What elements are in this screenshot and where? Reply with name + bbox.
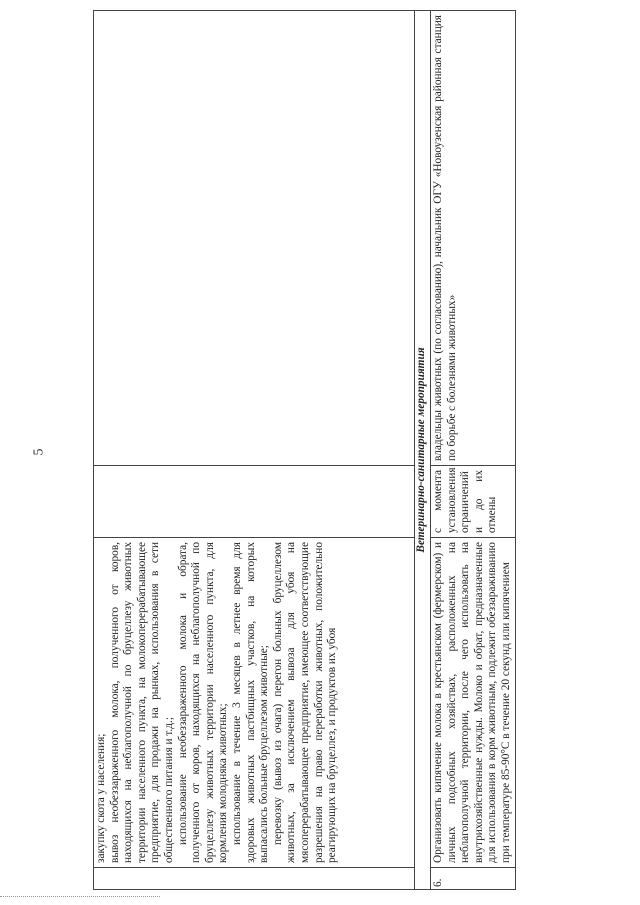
scan-edge-dots — [0, 896, 160, 897]
restriction-item: перевозку (вывоз из очага) перегон больных бруцеллезом животных, за исключением вывоза для убоя на мясоперерабатывающее предприятие, имеющее соответствующие разрешения на право переработки животных, положительно реагирующих на бруцеллез, и продуктов их убоя — [271, 542, 339, 863]
restriction-item: закупку скота у населения; — [95, 733, 107, 863]
restriction-item: вывоз необеззараженного молока, полученного от коров, находящихся на неблагополучной по бруцеллезу животных территории населенного пункта, на молокоперерабатывающее предприятие, для продажи на рынках, использования в сети общественного питания и т.д.; — [108, 542, 175, 863]
restriction-item: использование в течение 3 месяцев в летнее время для здоровых животных пастбищных участков, на которых выпасались больные бруцеллезом животные; — [230, 542, 271, 863]
section-header: Ветеринарно-санитарные мероприятия — [415, 11, 431, 890]
row-number-cell-empty — [94, 868, 415, 890]
term-cell — [431, 466, 516, 538]
restriction-item: использование необеззараженного молока и обрата, полученного от коров, находящихся на неблагополучной по бруцеллезу животных территории населенного пункта, для кормления молодняка животных; — [176, 542, 230, 863]
term-text: с момента установления ограничений и до их отмены — [432, 467, 499, 533]
row-number: 6. — [431, 868, 516, 890]
responsible-cell — [431, 11, 516, 466]
table-row — [94, 11, 415, 890]
measure-text: Организовать кипячение молока в крестьянском (фермерском) и личных подсобных хозяйствах, расположенных на неблагополучной территории, после чего использовать на внутрихозяйственные нужды. Молоко и обрат, предназначенные для использования в корм животным, подлежит обеззараживанию при температуре 85-90°С в течение 20 секунд или кипячением — [432, 542, 512, 863]
rotated-table-page — [93, 10, 512, 890]
restrictions-cell — [94, 538, 415, 868]
section-header-row — [415, 11, 431, 890]
responsible-cell-empty — [94, 11, 415, 466]
measures-table — [93, 10, 516, 890]
term-cell-empty — [94, 466, 415, 538]
responsible-text: владельцы животных (по согласованию), начальник ОГУ «Новоузенская районная станция по борьбе с болезнями животных» — [432, 15, 458, 461]
page-number: 5 — [31, 448, 47, 456]
measure-cell — [431, 538, 516, 868]
table-row — [431, 11, 516, 890]
